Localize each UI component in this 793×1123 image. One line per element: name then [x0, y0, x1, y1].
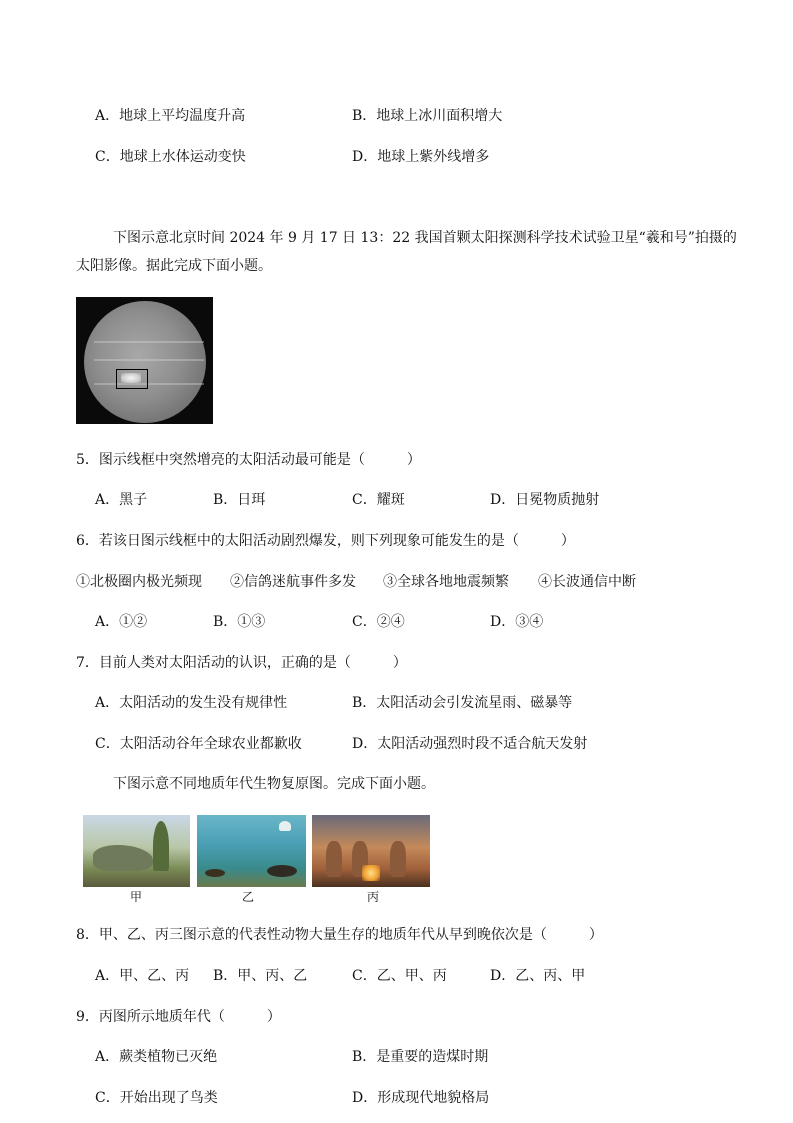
q5-option-b: B．日珥	[213, 492, 266, 508]
image-jia	[83, 815, 190, 887]
q4-option-b: B．地球上冰川面积增大	[352, 108, 503, 124]
q6-option-b: B．①③	[213, 614, 266, 630]
q8-option-a: A．甲、乙、丙	[95, 968, 190, 984]
caption-bing: 丙	[367, 890, 380, 904]
q8-option-b: B．甲、丙、乙	[213, 968, 308, 984]
sun-disk	[84, 301, 206, 423]
q6-item-4: ④长波通信中断	[538, 574, 636, 590]
q9-option-d: D．形成现代地貌格局	[352, 1090, 490, 1106]
caption-jia: 甲	[130, 890, 143, 904]
q7-option-c: C．太阳活动谷年全球农业都歉收	[95, 736, 302, 752]
q6-option-d: D．③④	[490, 614, 544, 630]
q7-option-d: D．太阳活动强烈时段不适合航天发射	[352, 736, 588, 752]
q4-option-d: D．地球上紫外线增多	[352, 149, 490, 165]
q6-stem: 6．若该日图示线框中的太阳活动剧烈爆发，则下列现象可能发生的是（ ）	[76, 533, 575, 549]
q4-option-c: C．地球上水体运动变快	[95, 149, 246, 165]
q8-option-c: C．乙、甲、丙	[352, 968, 447, 984]
q9-option-b: B．是重要的造煤时期	[352, 1049, 489, 1065]
flare-box	[116, 369, 148, 389]
caption-yi: 乙	[242, 890, 255, 904]
q5-option-a: A．黑子	[95, 492, 148, 508]
q8-stem: 8．甲、乙、丙三图示意的代表性动物大量生存的地质年代从早到晚依次是（ ）	[76, 927, 603, 943]
q9-option-c: C．开始出现了鸟类	[95, 1090, 218, 1106]
intro-paragraph-2: 下图示意不同地质年代生物复原图。完成下面小题。	[113, 776, 435, 792]
q6-item-3: ③全球各地地震频繁	[383, 574, 509, 590]
intro-paragraph-line1: 下图示意北京时间 2024 年 9 月 17 日 13：22 我国首颗太阳探测科学技术试验卫星“羲和号”拍摄的	[113, 230, 737, 246]
q5-option-d: D．日冕物质抛射	[490, 492, 600, 508]
q7-stem: 7．目前人类对太阳活动的认识，正确的是（ ）	[76, 655, 407, 671]
image-yi	[197, 815, 306, 887]
intro-paragraph-line2: 太阳影像。据此完成下面小题。	[76, 258, 272, 274]
sun-image	[76, 297, 213, 424]
q7-option-a: A．太阳活动的发生没有规律性	[95, 695, 288, 711]
q6-option-c: C．②④	[352, 614, 405, 630]
q4-option-a: A．地球上平均温度升高	[95, 108, 246, 124]
q6-item-1: ①北极圈内极光频现	[76, 574, 202, 590]
q9-stem: 9．丙图所示地质年代（ ）	[76, 1009, 281, 1025]
q6-item-2: ②信鸽迷航事件多发	[230, 574, 356, 590]
q8-option-d: D．乙、丙、甲	[490, 968, 586, 984]
q9-option-a: A．蕨类植物已灭绝	[95, 1049, 218, 1065]
q5-stem: 5．图示线框中突然增亮的太阳活动最可能是（ ）	[76, 452, 421, 468]
image-bing	[312, 815, 430, 887]
q5-option-c: C．耀斑	[352, 492, 405, 508]
q7-option-b: B．太阳活动会引发流星雨、磁暴等	[352, 695, 573, 711]
q6-option-a: A．①②	[95, 614, 148, 630]
